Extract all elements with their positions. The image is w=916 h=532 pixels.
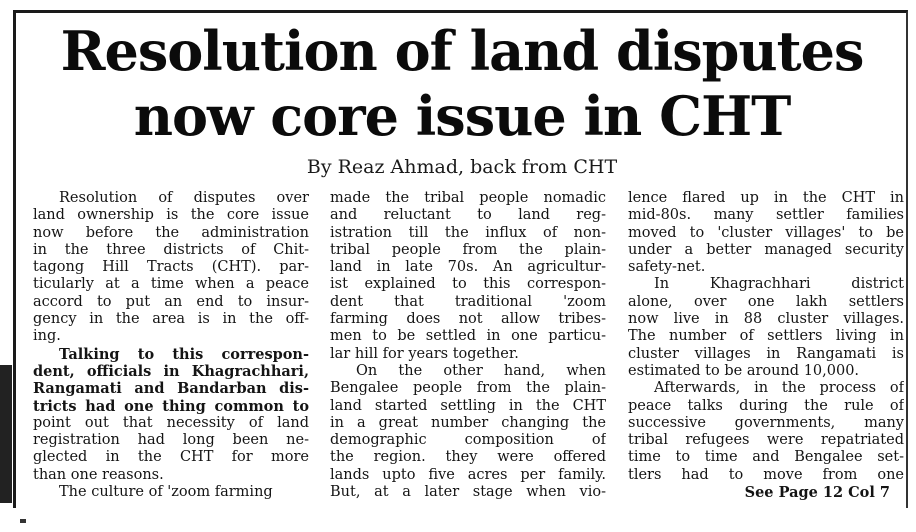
article-column-1 xyxy=(33,190,309,501)
article-text-line: estimated to be around 10,000. xyxy=(628,362,860,379)
article-text-line: in a great number changing the xyxy=(330,414,606,431)
article-text-line: dent that traditional 'zoom xyxy=(330,293,606,310)
article-text-line: time to time and Bengalee set- xyxy=(628,449,904,466)
article-text-line: lands upto five acres per family. xyxy=(330,466,606,483)
article-text-line: mid-80s. many settler families xyxy=(628,207,904,224)
article-text-line: The culture of 'zoom farming xyxy=(59,484,273,501)
article-text-line: land in late 70s. An agricultur- xyxy=(330,259,606,276)
article-text-line: men to be settled in one particu- xyxy=(330,328,606,345)
article-text-line: Bengalee people from the plain- xyxy=(330,380,606,397)
article-text-line: istration till the influx of non- xyxy=(330,224,606,241)
article-text-line: tlers had to move from one xyxy=(628,466,904,483)
article-text-line: tricts had one thing common to xyxy=(33,397,309,415)
article-text-line: ist explained to this correspon- xyxy=(330,276,606,293)
article-column-2 xyxy=(330,190,606,501)
article-text-line: Afterwards, in the process of xyxy=(654,380,904,397)
article-text-line: now before the administration xyxy=(33,224,309,241)
article-text-line: under a better managed security xyxy=(628,241,904,258)
article-text-line: moved to 'cluster villages' to be xyxy=(628,224,904,241)
article-text-line: farming does not allow tribes- xyxy=(330,311,606,328)
article-text-line: Resolution of disputes over xyxy=(59,190,309,206)
article-text-line: point out that necessity of land xyxy=(33,414,309,431)
article-text-line: made the tribal people nomadic xyxy=(330,190,606,206)
article-text-line: demographic composition of xyxy=(330,432,606,449)
article-text-line: But, at a later stage when vio- xyxy=(330,484,606,501)
article-text-line: dent, officials in Khagrachhari, xyxy=(33,362,309,380)
article-text-line: peace talks during the rule of xyxy=(628,397,904,414)
headline-line-1: Resolution of land disputes xyxy=(60,19,864,83)
article-column-3 xyxy=(628,190,904,501)
article-text-line: the region. they were offered xyxy=(330,449,606,466)
article-text-line: The number of settlers living in xyxy=(628,328,904,345)
article-text-line: tribal refugees were repatriated xyxy=(628,432,904,449)
article-text-line: ing. xyxy=(33,328,61,345)
article-text-line: registration had long been ne- xyxy=(33,432,309,449)
adjacent-column-edge xyxy=(0,365,12,503)
article-text-line: tribal people from the plain- xyxy=(330,241,606,258)
article-text-line: accord to put an end to insur- xyxy=(33,293,309,310)
article-text-line: gency in the area is in the off- xyxy=(33,311,309,328)
article-text-line: cluster villages in Rangamati is xyxy=(628,345,904,362)
article-text-line: and reluctant to land reg- xyxy=(330,207,606,224)
article-text-line: glected in the CHT for more xyxy=(33,449,309,466)
article-text-line: land started settling in the CHT xyxy=(330,397,606,414)
article-text-line: On the other hand, when xyxy=(356,362,606,379)
article-text-line: than one reasons. xyxy=(33,466,164,483)
article-text-line: in the three districts of Chit- xyxy=(33,241,309,258)
article-text-line: Talking to this correspon- xyxy=(59,345,309,363)
article-text-line: land ownership is the core issue xyxy=(33,207,309,224)
article-text-line: safety-net. xyxy=(628,259,706,276)
article-text-line: now live in 88 cluster villages. xyxy=(628,311,904,328)
headline-line-2: now core issue in CHT xyxy=(133,84,791,148)
article-text-line: ticularly at a time when a peace xyxy=(33,276,309,293)
article-text-line: alone, over one lakh settlers xyxy=(628,293,904,310)
article-text-line: successive governments, many xyxy=(628,414,904,431)
article-text-line: Rangamati and Bandarban dis- xyxy=(33,380,309,398)
article-text-line: In Khagrachhari district xyxy=(654,276,904,293)
continuation-reference: See Page 12 Col 7 xyxy=(744,484,890,502)
byline: By Reaz Ahmad, back from CHT xyxy=(306,156,618,178)
print-mark xyxy=(20,519,26,523)
article-text-line: lence flared up in the CHT in xyxy=(628,190,904,206)
article-text-line: tagong Hill Tracts (CHT). par- xyxy=(33,259,309,276)
article-text-line: lar hill for years together. xyxy=(330,345,519,362)
